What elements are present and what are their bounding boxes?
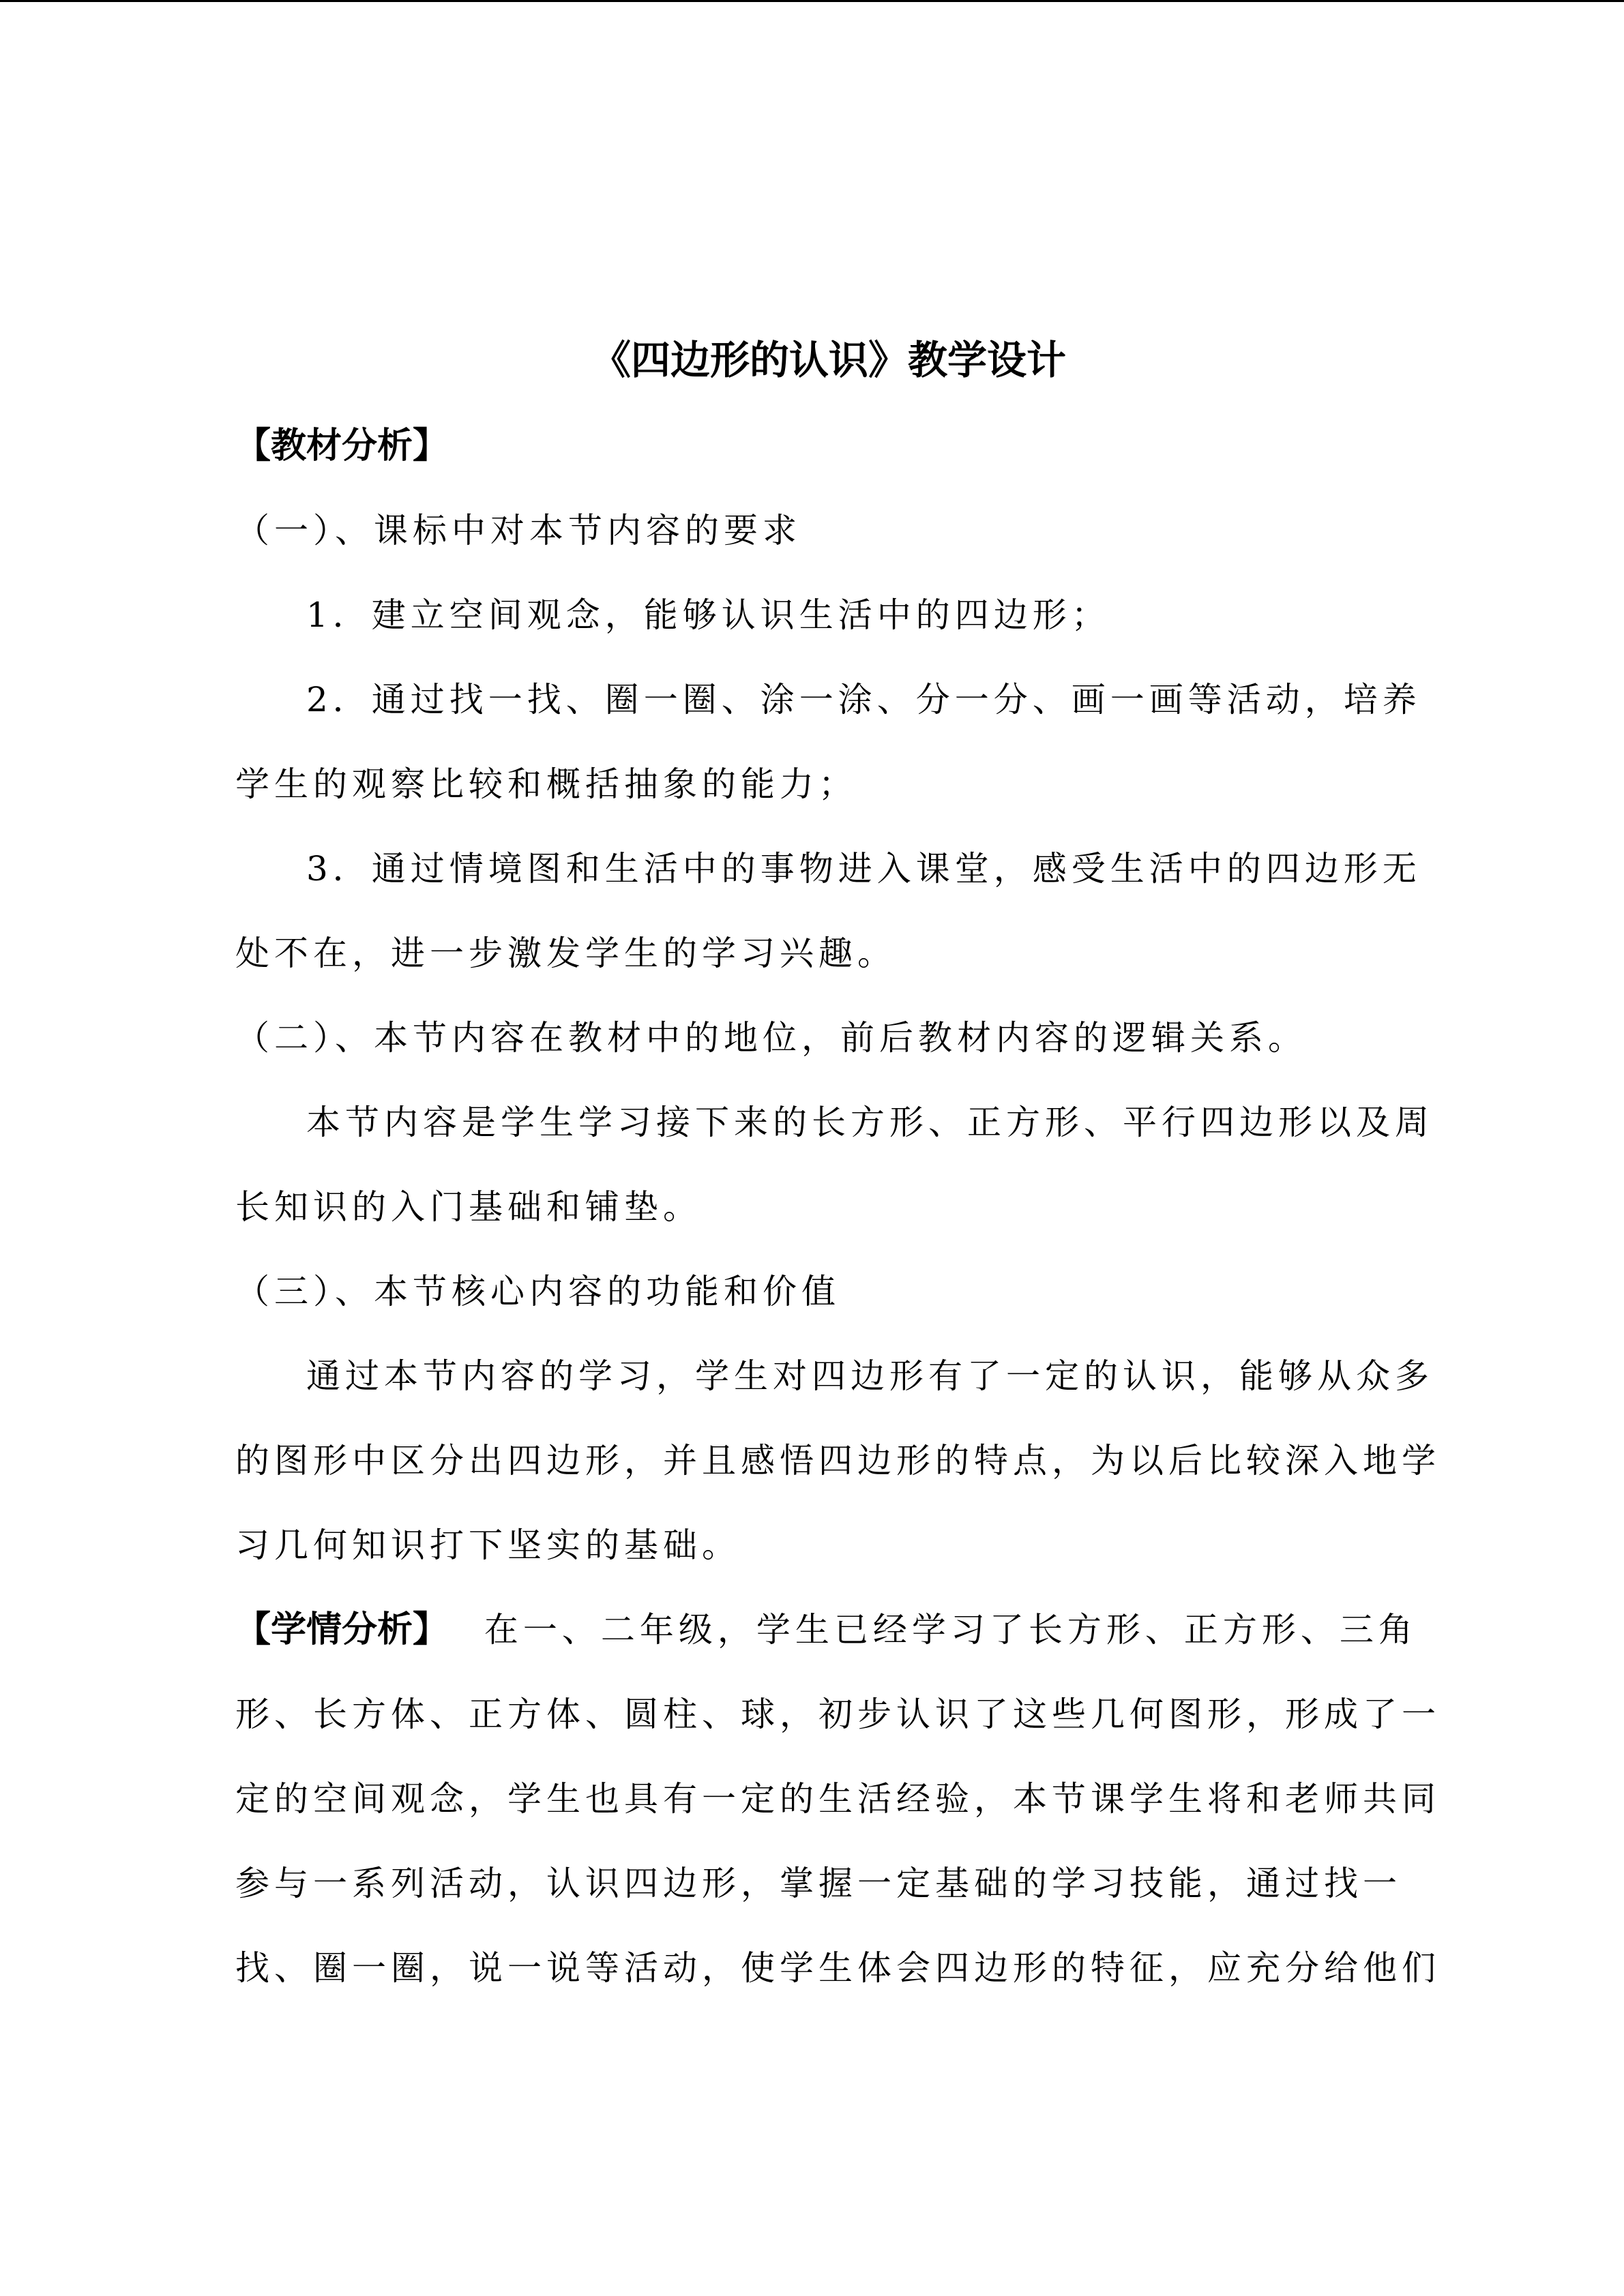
students-paragraph-line-4: 参与一系列活动，认识四边形，掌握一定基础的学习技能，通过找一	[235, 1864, 1402, 1903]
students-paragraph-line-5: 找、圈一圈，说一说等活动，使学生体会四边形的特征，应充分给他们	[235, 1948, 1441, 1988]
paragraph-3-line-1: 通过本节内容的学习，学生对四边形有了一定的认识，能够从众多	[306, 1356, 1434, 1396]
subsection-heading-1: （一）、课标中对本节内容的要求	[235, 511, 801, 550]
paragraph-3-line-3: 习几何知识打下坚实的基础。	[235, 1525, 741, 1565]
section-heading-students: 【学情分析】	[235, 1609, 449, 1650]
list-item-2-line-2: 学生的观察比较和概括抽象的能力；	[235, 764, 857, 804]
list-item-1: 1．建立空间观念，能够认识生活中的四边形；	[306, 595, 1110, 635]
paragraph-2-line-1: 本节内容是学生学习接下来的长方形、正方形、平行四边形以及周	[306, 1103, 1434, 1142]
list-item-3-line-2: 处不在，进一步激发学生的学习兴趣。	[235, 934, 896, 973]
paragraph-3-line-2: 的图形中区分出四边形，并且感悟四边形的特点，为以后比较深入地学	[235, 1441, 1441, 1480]
subsection-heading-2: （二）、本节内容在教材中的地位，前后教材内容的逻辑关系。	[235, 1018, 1307, 1058]
page-top-border	[0, 0, 1624, 2]
students-paragraph-line-3: 定的空间观念，学生也具有一定的生活经验，本节课学生将和老师共同	[235, 1779, 1441, 1819]
subsection-heading-3: （三）、本节核心内容的功能和价值	[235, 1272, 840, 1311]
students-paragraph-line-2: 形、长方体、正方体、圆柱、球，初步认识了这些几何图形，形成了一	[235, 1695, 1441, 1734]
list-item-2-line-1: 2．通过找一找、圈一圈、涂一涂、分一分、画一画等活动，培养	[306, 680, 1421, 719]
students-paragraph-line-1	[235, 1602, 1417, 1657]
document-title: 《四边形的认识》教学设计	[591, 337, 1066, 383]
students-line-1-text: 在一、二年级，学生已经学习了长方形、正方形、三角	[484, 1610, 1417, 1650]
paragraph-2-line-2: 长知识的入门基础和铺垫。	[235, 1187, 702, 1227]
list-item-3-line-1: 3．通过情境图和生活中的事物进入课堂，感受生活中的四边形无	[306, 849, 1421, 889]
section-heading-materials: 【教材分析】	[235, 426, 449, 466]
